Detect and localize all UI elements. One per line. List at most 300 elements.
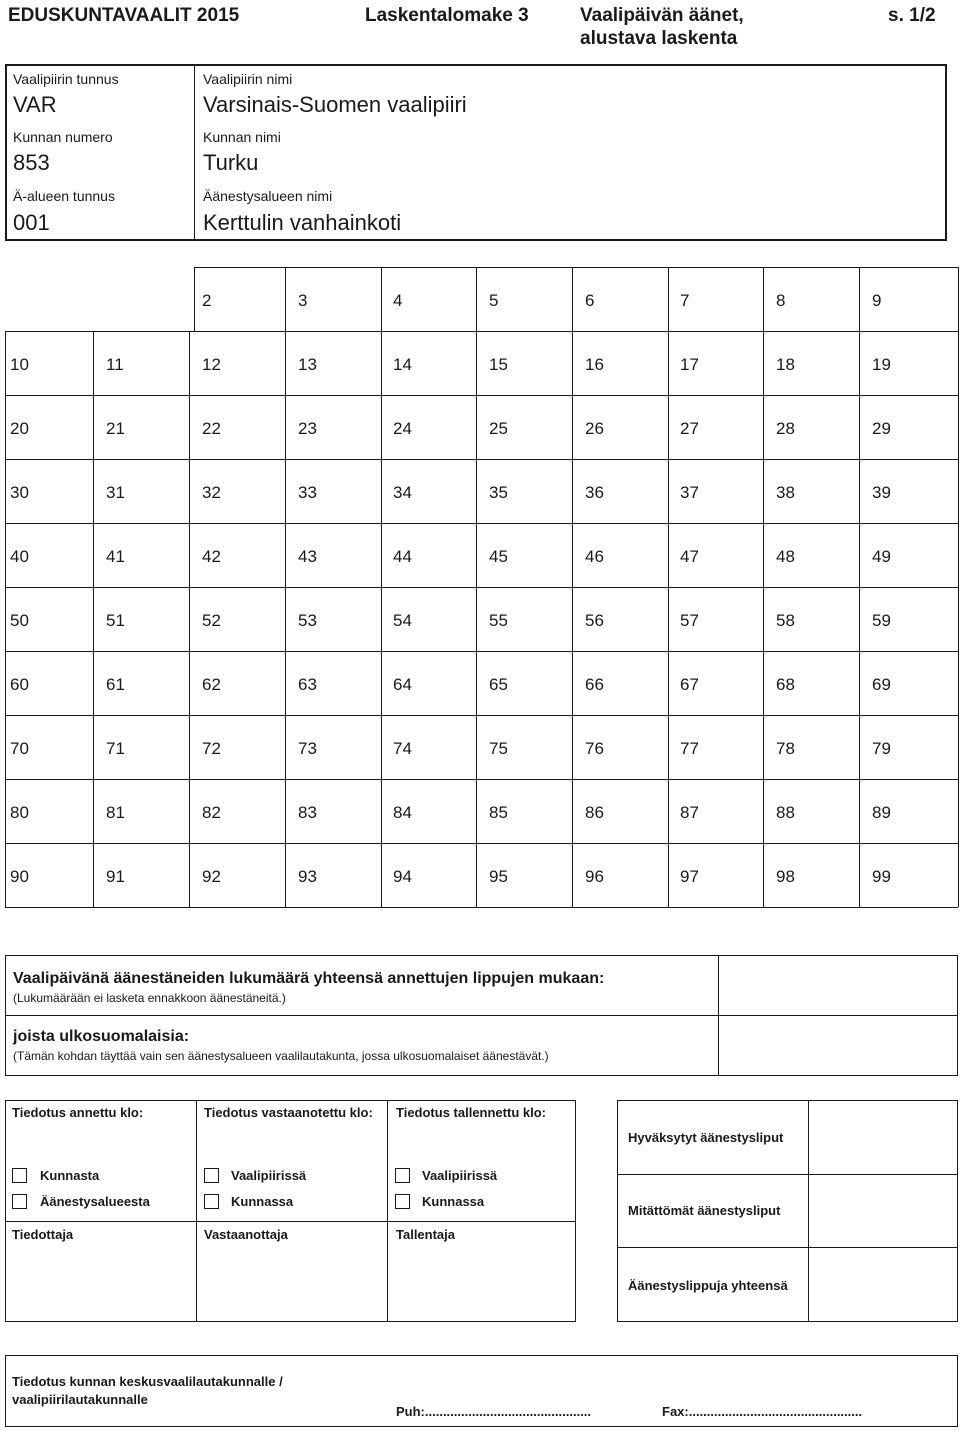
candidate-vote-field[interactable] xyxy=(614,397,666,457)
candidate-number: 31 xyxy=(106,483,125,502)
grid-row-line xyxy=(5,523,958,524)
candidate-vote-field[interactable] xyxy=(901,333,953,393)
candidate-vote-field[interactable] xyxy=(518,269,570,329)
candidate-number: 67 xyxy=(680,675,699,694)
grid-row-line xyxy=(5,907,958,908)
candidate-vote-field[interactable] xyxy=(901,845,953,905)
candidate-vote-field[interactable] xyxy=(805,589,857,649)
candidate-vote-field[interactable] xyxy=(39,525,91,585)
candidate-number: 63 xyxy=(298,675,317,694)
district-code-value: VAR xyxy=(13,92,57,117)
municipality-number-label: Kunnan numero xyxy=(13,129,113,145)
candidate-vote-field[interactable] xyxy=(805,397,857,457)
grid-col-line xyxy=(93,331,94,395)
candidate-number: 7 xyxy=(680,291,690,310)
candidate-number: 86 xyxy=(585,803,604,822)
candidate-number: 44 xyxy=(393,547,412,566)
candidate-vote-field[interactable] xyxy=(614,781,666,841)
candidate-vote-field[interactable] xyxy=(422,653,474,713)
candidate-vote-field[interactable] xyxy=(518,589,570,649)
grid-col-line xyxy=(381,843,382,907)
municipality-name-value: Turku xyxy=(203,150,259,175)
candidate-number: 13 xyxy=(298,355,317,374)
grid-col-line xyxy=(763,395,764,459)
candidate-vote-field[interactable] xyxy=(518,333,570,393)
grid-edge-line xyxy=(958,843,959,907)
grid-col-line xyxy=(189,459,190,523)
candidate-number: 32 xyxy=(202,483,221,502)
grid-col-line xyxy=(476,651,477,715)
candidate-number: 28 xyxy=(776,419,795,438)
candidate-number: 5 xyxy=(489,291,499,310)
candidate-vote-field[interactable] xyxy=(614,461,666,521)
grid-edge-line xyxy=(958,779,959,843)
candidate-vote-field[interactable] xyxy=(614,333,666,393)
grid-col-line xyxy=(189,587,190,651)
grid-col-line xyxy=(285,331,286,395)
candidate-number: 93 xyxy=(298,867,317,886)
candidate-vote-field[interactable] xyxy=(614,653,666,713)
saver-label: Tallentaja xyxy=(396,1227,456,1242)
grid-col-line xyxy=(668,587,669,651)
received-municipality-checkbox[interactable] xyxy=(204,1194,219,1209)
candidate-vote-field[interactable] xyxy=(518,397,570,457)
candidate-number: 99 xyxy=(872,867,891,886)
grid-col-line xyxy=(859,843,860,907)
grid-col-line xyxy=(285,779,286,843)
candidate-number: 65 xyxy=(489,675,508,694)
candidate-number: 14 xyxy=(393,355,412,374)
candidate-number: 6 xyxy=(585,291,595,310)
grid-col-line xyxy=(763,459,764,523)
grid-col-line xyxy=(859,779,860,843)
candidate-number: 11 xyxy=(106,355,124,374)
candidate-number: 26 xyxy=(585,419,604,438)
grid-col-line xyxy=(572,587,573,651)
candidate-vote-field[interactable] xyxy=(518,525,570,585)
candidate-number: 98 xyxy=(776,867,795,886)
candidate-vote-field[interactable] xyxy=(805,717,857,777)
candidate-vote-field[interactable] xyxy=(231,525,283,585)
grid-col-line xyxy=(381,523,382,587)
candidate-number: 34 xyxy=(393,483,412,502)
candidate-number: 2 xyxy=(202,291,212,310)
grid-col-line xyxy=(763,843,764,907)
candidate-number: 10 xyxy=(10,355,29,374)
candidate-vote-field[interactable] xyxy=(327,589,379,649)
page-number: s. 1/2 xyxy=(888,5,936,26)
candidate-vote-field[interactable] xyxy=(422,269,474,329)
candidate-number: 22 xyxy=(202,419,221,438)
candidate-vote-field[interactable] xyxy=(135,845,187,905)
voted-total-note: (Lukumäärään ei lasketa ennakkoon äänestäneitä.) xyxy=(13,991,286,1005)
candidate-vote-field[interactable] xyxy=(709,589,761,649)
grid-col-line xyxy=(93,843,94,907)
candidate-vote-field[interactable] xyxy=(327,461,379,521)
candidate-number: 50 xyxy=(10,611,29,630)
candidate-number: 47 xyxy=(680,547,699,566)
candidate-number: 59 xyxy=(872,611,891,630)
candidate-vote-field[interactable] xyxy=(614,589,666,649)
grid-col-line xyxy=(381,331,382,395)
candidate-number: 88 xyxy=(776,803,795,822)
grid-col-line xyxy=(859,331,860,395)
abroad-voters-note: (Tämän kohdan täyttää vain sen äänestysalueen vaalilautakunta, jossa ulkosuomalaiset äänestävät.) xyxy=(13,1049,549,1063)
area-name-value: Kerttulin vanhainkoti xyxy=(203,210,402,235)
grid-col-line xyxy=(859,459,860,523)
area-name-label: Äänestysalueen nimi xyxy=(203,188,333,204)
grid-col-line xyxy=(476,587,477,651)
receiver-label: Vastaanottaja xyxy=(204,1227,288,1242)
received-district-checkbox[interactable] xyxy=(204,1168,219,1183)
grid-col-line xyxy=(668,779,669,843)
candidate-vote-field[interactable] xyxy=(135,717,187,777)
candidate-vote-field[interactable] xyxy=(327,781,379,841)
grid-col-line xyxy=(476,395,477,459)
candidate-number: 35 xyxy=(489,483,508,502)
grid-col-line xyxy=(381,267,382,331)
candidate-vote-field[interactable] xyxy=(135,461,187,521)
candidate-vote-field[interactable] xyxy=(135,397,187,457)
candidate-vote-field[interactable] xyxy=(901,717,953,777)
candidate-vote-field[interactable] xyxy=(422,333,474,393)
candidate-number: 73 xyxy=(298,739,317,758)
district-code-label: Vaalipiirin tunnus xyxy=(13,71,119,87)
candidate-number: 53 xyxy=(298,611,317,630)
election-title: EDUSKUNTAVAALIT 2015 xyxy=(8,5,240,26)
saved-district-label: Vaalipiirissä xyxy=(422,1168,498,1183)
candidate-vote-field[interactable] xyxy=(422,845,474,905)
phone-field[interactable]: Puh:.............................................. xyxy=(396,1404,592,1419)
candidate-vote-field[interactable] xyxy=(135,589,187,649)
grid-col-line xyxy=(668,715,669,779)
grid-col-line xyxy=(381,779,382,843)
candidate-vote-field[interactable] xyxy=(231,845,283,905)
form-title-line1: Vaalipäivän äänet, xyxy=(580,5,744,26)
candidate-vote-field[interactable] xyxy=(614,717,666,777)
candidate-number: 91 xyxy=(106,867,125,886)
abroad-voters-field[interactable] xyxy=(719,1016,957,1075)
invalid-ballots-field[interactable] xyxy=(809,1175,957,1247)
grid-col-line xyxy=(381,651,382,715)
candidate-vote-field[interactable] xyxy=(39,397,91,457)
grid-col-line xyxy=(859,715,860,779)
grid-edge-line xyxy=(958,267,959,331)
grid-edge-line xyxy=(958,331,959,395)
candidate-vote-field[interactable] xyxy=(422,717,474,777)
candidate-vote-field[interactable] xyxy=(614,269,666,329)
grid-edge-line xyxy=(958,459,959,523)
candidate-vote-field[interactable] xyxy=(39,781,91,841)
district-name-label: Vaalipiirin nimi xyxy=(203,71,293,87)
notice-box xyxy=(5,1100,576,1322)
candidate-number: 25 xyxy=(489,419,508,438)
total-ballots-label: Äänestyslippuja yhteensä xyxy=(628,1278,788,1293)
district-name-value: Varsinais-Suomen vaalipiiri xyxy=(203,92,467,117)
candidate-number: 52 xyxy=(202,611,221,630)
candidate-number: 57 xyxy=(680,611,699,630)
candidate-vote-field[interactable] xyxy=(805,845,857,905)
candidate-number: 94 xyxy=(393,867,412,886)
candidate-number: 85 xyxy=(489,803,508,822)
grid-col-line xyxy=(763,651,764,715)
candidate-vote-field[interactable] xyxy=(327,269,379,329)
footer-notice-line2: vaalipiirilautakunnalle xyxy=(12,1392,148,1407)
candidate-vote-field[interactable] xyxy=(901,525,953,585)
candidate-vote-field[interactable] xyxy=(39,589,91,649)
candidate-number: 87 xyxy=(680,803,699,822)
grid-edge-line xyxy=(5,395,6,459)
from-municipality-label: Kunnasta xyxy=(40,1168,100,1183)
candidate-vote-field[interactable] xyxy=(709,845,761,905)
candidate-vote-field[interactable] xyxy=(231,589,283,649)
candidate-vote-field[interactable] xyxy=(327,333,379,393)
grid-row-line xyxy=(194,267,958,268)
candidate-number: 17 xyxy=(680,355,699,374)
saved-municipality-checkbox[interactable] xyxy=(395,1194,410,1209)
grid-col-line xyxy=(572,459,573,523)
candidate-vote-field[interactable] xyxy=(518,717,570,777)
notice-col-divider-1 xyxy=(196,1101,197,1321)
grid-col-line xyxy=(668,651,669,715)
grid-col-line xyxy=(381,459,382,523)
candidate-number: 81 xyxy=(106,803,125,822)
received-municipality-label: Kunnassa xyxy=(231,1194,294,1209)
grid-edge-line xyxy=(958,523,959,587)
grid-col-line xyxy=(572,523,573,587)
candidate-vote-field[interactable] xyxy=(422,461,474,521)
grid-col-line xyxy=(189,523,190,587)
candidate-vote-field[interactable] xyxy=(614,845,666,905)
candidate-number: 68 xyxy=(776,675,795,694)
candidate-number: 76 xyxy=(585,739,604,758)
candidate-vote-field[interactable] xyxy=(709,333,761,393)
grid-col-line xyxy=(381,715,382,779)
candidate-number: 61 xyxy=(106,675,125,694)
grid-col-line xyxy=(763,267,764,331)
candidate-vote-field[interactable] xyxy=(135,333,187,393)
grid-row-line xyxy=(5,395,958,396)
from-municipality-checkbox[interactable] xyxy=(12,1168,27,1183)
candidate-number: 37 xyxy=(680,483,699,502)
grid-col-line xyxy=(381,395,382,459)
candidate-vote-field[interactable] xyxy=(901,397,953,457)
candidate-vote-field[interactable] xyxy=(709,269,761,329)
candidate-vote-field[interactable] xyxy=(805,333,857,393)
candidate-vote-field[interactable] xyxy=(901,461,953,521)
candidate-number: 9 xyxy=(872,291,882,310)
grid-col-line xyxy=(859,587,860,651)
candidate-vote-field[interactable] xyxy=(805,269,857,329)
grid-edge-line xyxy=(5,523,6,587)
candidate-number: 12 xyxy=(202,355,221,374)
grid-col-line xyxy=(763,779,764,843)
grid-col-line xyxy=(763,715,764,779)
candidate-number: 30 xyxy=(10,483,29,502)
candidate-number: 83 xyxy=(298,803,317,822)
grid-edge-line xyxy=(958,587,959,651)
saved-municipality-label: Kunnassa xyxy=(422,1194,485,1209)
grid-col-line xyxy=(189,395,190,459)
grid-col-line xyxy=(476,715,477,779)
grid-row-line xyxy=(5,331,958,332)
voted-total-field[interactable] xyxy=(719,956,957,1015)
grid-col-line xyxy=(476,779,477,843)
grid-col-line xyxy=(859,523,860,587)
grid-col-line xyxy=(285,523,286,587)
grid-col-line xyxy=(285,843,286,907)
candidate-vote-field[interactable] xyxy=(709,525,761,585)
notice-row-divider xyxy=(6,1221,575,1222)
from-area-checkbox[interactable] xyxy=(12,1194,27,1209)
candidate-vote-field[interactable] xyxy=(39,653,91,713)
notice-received-label: Tiedotus vastaanotettu klo: xyxy=(204,1105,373,1120)
candidate-vote-field[interactable] xyxy=(422,781,474,841)
total-ballots-field[interactable] xyxy=(809,1248,957,1321)
grid-col-line xyxy=(476,331,477,395)
candidate-number: 27 xyxy=(680,419,699,438)
grid-col-line xyxy=(572,267,573,331)
candidate-number: 45 xyxy=(489,547,508,566)
candidate-vote-field[interactable] xyxy=(231,333,283,393)
candidate-number: 38 xyxy=(776,483,795,502)
candidate-number: 51 xyxy=(106,611,125,630)
candidate-vote-field[interactable] xyxy=(901,269,953,329)
candidate-vote-field[interactable] xyxy=(901,781,953,841)
candidate-number: 49 xyxy=(872,547,891,566)
grid-edge-line xyxy=(194,267,195,331)
accepted-ballots-field[interactable] xyxy=(809,1101,957,1174)
candidate-number: 46 xyxy=(585,547,604,566)
candidate-vote-field[interactable] xyxy=(709,781,761,841)
candidate-vote-field[interactable] xyxy=(614,525,666,585)
received-district-label: Vaalipiirissä xyxy=(231,1168,307,1183)
fax-field[interactable]: Fax:................................................ xyxy=(662,1404,863,1419)
candidate-number: 39 xyxy=(872,483,891,502)
candidate-number: 89 xyxy=(872,803,891,822)
candidate-vote-field[interactable] xyxy=(422,525,474,585)
grid-col-line xyxy=(189,331,190,395)
grid-edge-line xyxy=(5,331,6,395)
candidate-vote-field[interactable] xyxy=(709,461,761,521)
grid-edge-line xyxy=(5,715,6,779)
candidate-vote-field[interactable] xyxy=(709,653,761,713)
grid-edge-line xyxy=(958,651,959,715)
grid-col-line xyxy=(93,715,94,779)
candidate-vote-field[interactable] xyxy=(39,717,91,777)
candidate-vote-field[interactable] xyxy=(805,653,857,713)
candidate-vote-field[interactable] xyxy=(422,589,474,649)
candidate-number: 42 xyxy=(202,547,221,566)
candidate-number: 72 xyxy=(202,739,221,758)
invalid-ballots-label: Mitättömät äänestysliput xyxy=(628,1203,781,1218)
candidate-number: 75 xyxy=(489,739,508,758)
candidate-vote-field[interactable] xyxy=(327,525,379,585)
candidate-number: 95 xyxy=(489,867,508,886)
sender-label: Tiedottaja xyxy=(12,1227,74,1242)
candidate-vote-field[interactable] xyxy=(518,653,570,713)
candidate-vote-field[interactable] xyxy=(231,269,283,329)
candidate-vote-field[interactable] xyxy=(39,333,91,393)
candidate-vote-field[interactable] xyxy=(805,781,857,841)
candidate-vote-field[interactable] xyxy=(231,461,283,521)
candidate-vote-field[interactable] xyxy=(518,845,570,905)
grid-edge-line xyxy=(5,459,6,523)
candidate-vote-field[interactable] xyxy=(901,653,953,713)
candidate-vote-field[interactable] xyxy=(327,397,379,457)
candidate-vote-field[interactable] xyxy=(231,781,283,841)
saved-district-checkbox[interactable] xyxy=(395,1168,410,1183)
candidate-vote-field[interactable] xyxy=(327,845,379,905)
candidate-number: 18 xyxy=(776,355,795,374)
candidate-number: 58 xyxy=(776,611,795,630)
candidate-vote-field[interactable] xyxy=(135,653,187,713)
grid-col-line xyxy=(668,331,669,395)
municipality-name-label: Kunnan nimi xyxy=(203,129,281,145)
grid-col-line xyxy=(668,843,669,907)
grid-edge-line xyxy=(5,779,6,843)
grid-col-line xyxy=(572,779,573,843)
grid-col-line xyxy=(285,395,286,459)
candidate-vote-field[interactable] xyxy=(518,461,570,521)
candidate-number: 15 xyxy=(489,355,508,374)
candidate-vote-field[interactable] xyxy=(327,717,379,777)
grid-row-line xyxy=(5,459,958,460)
voted-total-label: Vaalipäivänä äänestäneiden lukumäärä yhteensä annettujen lippujen mukaan: xyxy=(13,970,605,987)
candidate-number: 90 xyxy=(10,867,29,886)
notice-col-divider-2 xyxy=(387,1101,388,1321)
grid-row-line xyxy=(5,843,958,844)
grid-col-line xyxy=(93,587,94,651)
candidate-number: 71 xyxy=(106,739,125,758)
grid-col-line xyxy=(668,523,669,587)
candidate-vote-field[interactable] xyxy=(231,397,283,457)
grid-col-line xyxy=(189,843,190,907)
grid-col-line xyxy=(285,587,286,651)
grid-edge-line xyxy=(958,715,959,779)
candidate-number: 84 xyxy=(393,803,412,822)
grid-col-line xyxy=(859,395,860,459)
form-title-line2: alustava laskenta xyxy=(580,28,738,49)
grid-col-line xyxy=(668,267,669,331)
candidate-vote-field[interactable] xyxy=(231,653,283,713)
footer-notice-line1: Tiedotus kunnan keskusvaalilautakunnalle / xyxy=(12,1374,283,1389)
candidate-vote-field[interactable] xyxy=(805,461,857,521)
candidate-vote-field[interactable] xyxy=(39,461,91,521)
candidate-vote-field[interactable] xyxy=(422,397,474,457)
candidate-vote-field[interactable] xyxy=(709,397,761,457)
grid-col-line xyxy=(476,267,477,331)
candidate-vote-field[interactable] xyxy=(518,781,570,841)
candidate-number: 16 xyxy=(585,355,604,374)
candidate-vote-field[interactable] xyxy=(231,717,283,777)
grid-edge-line xyxy=(5,843,6,907)
candidate-vote-field[interactable] xyxy=(901,589,953,649)
candidate-vote-field[interactable] xyxy=(135,781,187,841)
candidate-vote-field[interactable] xyxy=(327,653,379,713)
grid-col-line xyxy=(285,267,286,331)
candidate-number: 56 xyxy=(585,611,604,630)
candidate-vote-field[interactable] xyxy=(135,525,187,585)
candidate-vote-field[interactable] xyxy=(709,717,761,777)
grid-col-line xyxy=(859,267,860,331)
candidate-vote-field[interactable] xyxy=(39,845,91,905)
area-code-value: 001 xyxy=(13,210,50,235)
candidate-vote-field[interactable] xyxy=(805,525,857,585)
grid-col-line xyxy=(381,587,382,651)
candidate-number: 78 xyxy=(776,739,795,758)
candidate-number: 77 xyxy=(680,739,699,758)
